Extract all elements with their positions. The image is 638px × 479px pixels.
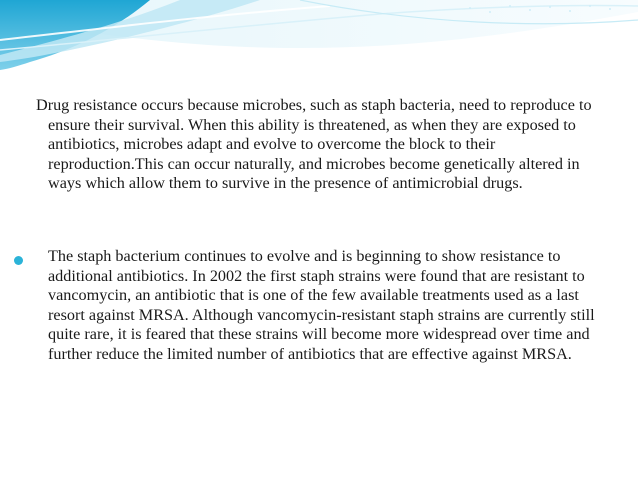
paragraph-staph-evolution [48,247,608,364]
paragraph-drug-resistance [36,96,596,194]
paragraph-text: The staph bacterium continues to evolve and is beginning to show resistance to additional antibiotics. In 2002 the first staph strains were found that are resistant to vancomycin, an antibiotic that is one of the few available treatments used as a last resort against MRSA. Although vancomycin-resistant staph strains are currently still quite rare, it is feared that these strains will become more widespread over time and further reduce the limited number of antibiotics that are effective against MRSA. [48,247,595,363]
paragraph-text: Drug resistance occurs because microbes, such as staph bacteria, need to reproduce to ensure their survival. When this ability is threatened, as when they are exposed to antibiotics, microbes adapt and evolve to overcome the block to their reproduction.This can occur naturally, and microbes become genetically altered in ways which allow them to survive in the presence of antimicrobial drugs. [36,96,592,192]
bullet-dot-icon [14,256,23,265]
header-wave-decoration [0,0,638,80]
